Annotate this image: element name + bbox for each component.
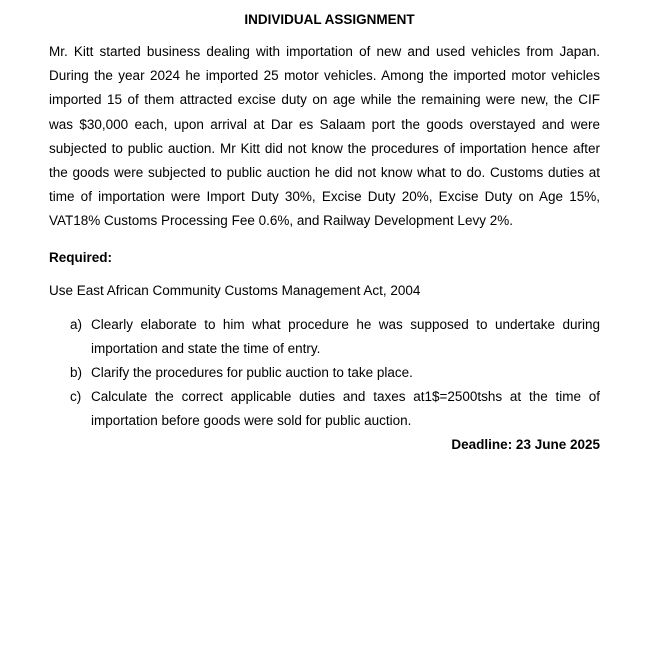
assignment-body-paragraph: Mr. Kitt started business dealing with importation of new and used vehicles from Japan. During the year 2024 he imported 25 motor vehicles. Among the imported motor vehicles imported 15 of them attracted excise duty on age while the remaining were new, the CIF was $30,000 each, upon arrival at Dar es Salaam port the goods overstayed and were subjected to public auction. Mr Kitt did not know the procedures of importation hence after the goods were subjected to public auction he did not know what to do. Customs duties at time of importation were Import Duty 30%, Excise Duty 20%, Excise Duty on Age 15%, VAT18% Customs Processing Fee 0.6%, and Railway Development Levy 2%. (49, 44, 600, 229)
question-text: Calculate the correct applicable duties and taxes at1$=2500tshs at the time of importation before goods were sold for public auction. (91, 389, 600, 428)
question-marker: c) (70, 389, 82, 404)
question-marker: b) (70, 365, 83, 380)
question-marker: a) (70, 317, 83, 332)
document-title: INDIVIDUAL ASSIGNMENT (244, 12, 415, 27)
question-text: Clearly elaborate to him what procedure he was supposed to undertake during importation and state the time of entry. (91, 317, 600, 356)
question-item-a (0, 313, 659, 361)
deadline-text: Deadline: 23 June 2025 (451, 437, 600, 452)
instruction-line: Use East African Community Customs Management Act, 2004 (49, 283, 421, 298)
question-item-b (0, 361, 659, 385)
required-heading: Required: (49, 250, 113, 265)
question-item-c (0, 385, 659, 433)
question-list (0, 313, 659, 433)
question-text: Clarify the procedures for public auction to take place. (91, 365, 413, 380)
